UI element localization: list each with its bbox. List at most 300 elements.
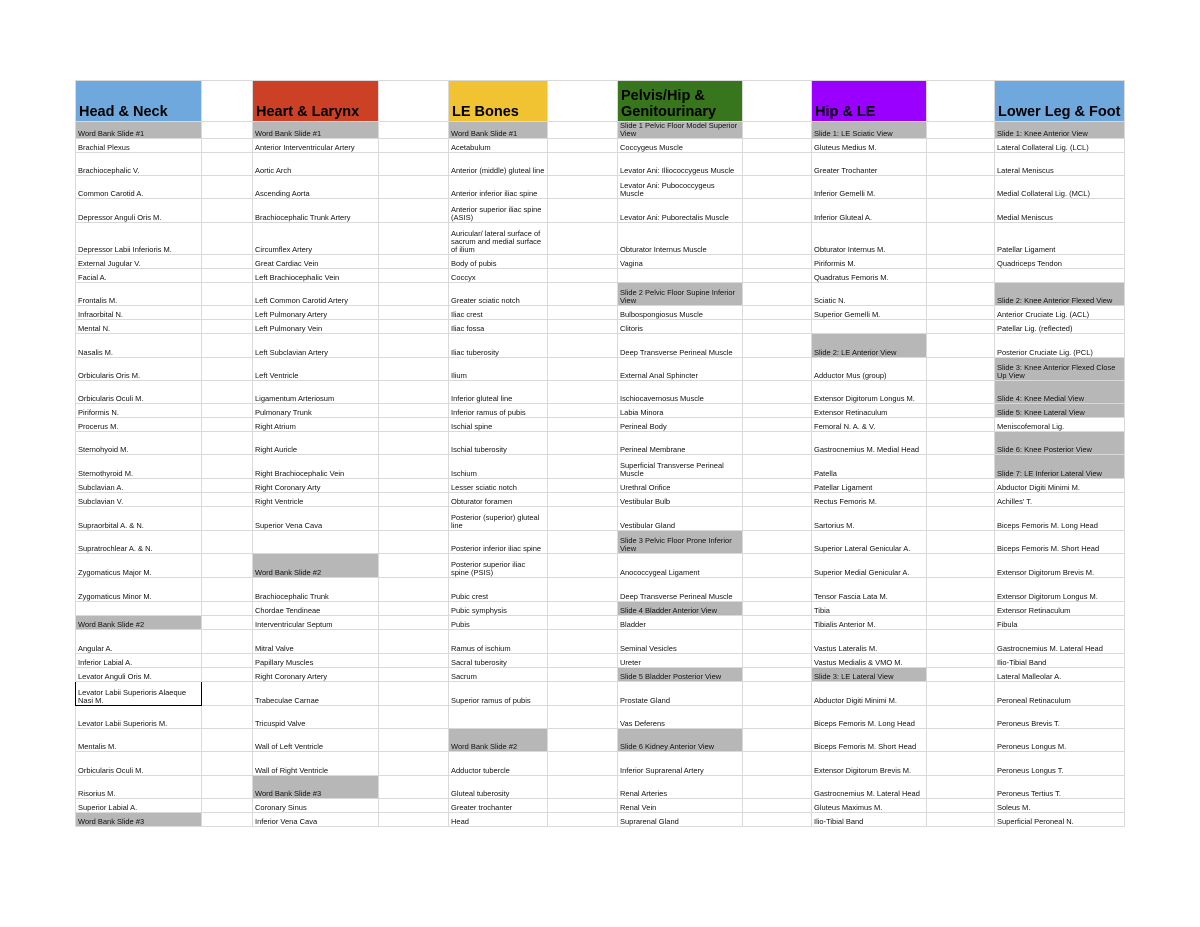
table-cell[interactable]: Ureter	[618, 654, 743, 668]
table-cell[interactable]: Slide 7: LE Inferior Lateral View	[995, 455, 1125, 479]
spacer-cell[interactable]	[548, 531, 618, 554]
table-cell[interactable]: Word Bank Slide #1	[449, 122, 548, 139]
spacer-cell[interactable]	[202, 418, 253, 432]
spacer-cell[interactable]	[548, 199, 618, 223]
spacer-cell[interactable]	[379, 334, 449, 358]
spacer-cell[interactable]	[927, 479, 995, 493]
table-cell[interactable]: Sternohyoid M.	[76, 432, 202, 455]
spacer-cell[interactable]	[927, 255, 995, 269]
table-cell[interactable]: Iliac tuberosity	[449, 334, 548, 358]
table-cell[interactable]: Gastrocnemius M. Medial Head	[812, 432, 927, 455]
table-cell[interactable]: Perineal Membrane	[618, 432, 743, 455]
table-cell[interactable]: Facial A.	[76, 269, 202, 283]
spacer-cell[interactable]	[202, 81, 253, 122]
spacer-cell[interactable]	[927, 418, 995, 432]
spacer-cell[interactable]	[927, 381, 995, 404]
spacer-cell[interactable]	[202, 729, 253, 752]
spacer-cell[interactable]	[202, 176, 253, 199]
spacer-cell[interactable]	[548, 668, 618, 682]
table-cell[interactable]: Slide 3: LE Lateral View	[812, 668, 927, 682]
table-cell[interactable]: Inferior gluteal line	[449, 381, 548, 404]
table-cell[interactable]: Bulbospongiosus Muscle	[618, 306, 743, 320]
table-cell[interactable]: Brachial Plexus	[76, 139, 202, 153]
spacer-cell[interactable]	[548, 404, 618, 418]
spacer-cell[interactable]	[927, 269, 995, 283]
table-cell[interactable]: Slide 4 Bladder Anterior View	[618, 602, 743, 616]
table-cell[interactable]: Procerus M.	[76, 418, 202, 432]
spacer-cell[interactable]	[927, 320, 995, 334]
spacer-cell[interactable]	[202, 283, 253, 306]
table-cell[interactable]: Ischium	[449, 455, 548, 479]
spacer-cell[interactable]	[548, 139, 618, 153]
spacer-cell[interactable]	[927, 554, 995, 578]
table-cell[interactable]: Sacral tuberosity	[449, 654, 548, 668]
table-cell[interactable]: Biceps Femoris M. Long Head	[995, 507, 1125, 531]
spacer-cell[interactable]	[379, 668, 449, 682]
table-cell[interactable]: Deep Transverse Perineal Muscle	[618, 578, 743, 602]
spacer-cell[interactable]	[743, 139, 812, 153]
spacer-cell[interactable]	[202, 381, 253, 404]
spacer-cell[interactable]	[379, 799, 449, 813]
spacer-cell[interactable]	[927, 578, 995, 602]
table-cell[interactable]: Quadriceps Tendon	[995, 255, 1125, 269]
table-cell[interactable]: Ischiocavernosus Muscle	[618, 381, 743, 404]
spacer-cell[interactable]	[379, 602, 449, 616]
table-cell[interactable]: Inferior ramus of pubis	[449, 404, 548, 418]
table-cell[interactable]: Posterior superior iliac spine (PSIS)	[449, 554, 548, 578]
spacer-cell[interactable]	[927, 139, 995, 153]
spacer-cell[interactable]	[379, 320, 449, 334]
table-cell[interactable]: Superior Labial A.	[76, 799, 202, 813]
spacer-cell[interactable]	[379, 432, 449, 455]
table-cell[interactable]: Adductor Mus (group)	[812, 358, 927, 381]
spacer-cell[interactable]	[927, 706, 995, 729]
table-cell[interactable]: Circumflex Artery	[253, 223, 379, 255]
spacer-cell[interactable]	[202, 630, 253, 654]
table-cell[interactable]: Meniscofemoral Lig.	[995, 418, 1125, 432]
table-cell[interactable]: Renal Vein	[618, 799, 743, 813]
table-cell[interactable]: Body of pubis	[449, 255, 548, 269]
spacer-cell[interactable]	[548, 602, 618, 616]
table-cell[interactable]: Acetabulum	[449, 139, 548, 153]
spacer-cell[interactable]	[379, 81, 449, 122]
spacer-cell[interactable]	[202, 531, 253, 554]
table-cell[interactable]: Femoral N. A. & V.	[812, 418, 927, 432]
table-cell[interactable]: Aortic Arch	[253, 153, 379, 176]
spacer-cell[interactable]	[743, 729, 812, 752]
spacer-cell[interactable]	[743, 799, 812, 813]
spacer-cell[interactable]	[548, 578, 618, 602]
table-cell[interactable]: Lateral Collateral Lig. (LCL)	[995, 139, 1125, 153]
table-cell[interactable]: Orbicularis Oculi M.	[76, 752, 202, 776]
spacer-cell[interactable]	[202, 554, 253, 578]
spacer-cell[interactable]	[379, 358, 449, 381]
table-cell[interactable]: Orbicularis Oculi M.	[76, 381, 202, 404]
spacer-cell[interactable]	[202, 706, 253, 729]
table-cell[interactable]: Greater Trochanter	[812, 153, 927, 176]
table-cell[interactable]: Gluteus Medius M.	[812, 139, 927, 153]
table-cell[interactable]: Word Bank Slide #2	[76, 616, 202, 630]
spacer-cell[interactable]	[548, 799, 618, 813]
spacer-cell[interactable]	[548, 752, 618, 776]
table-cell[interactable]: Pubic symphysis	[449, 602, 548, 616]
table-cell[interactable]: Inferior Gluteal A.	[812, 199, 927, 223]
table-cell[interactable]: Slide 5: Knee Lateral View	[995, 404, 1125, 418]
spacer-cell[interactable]	[927, 630, 995, 654]
table-cell[interactable]: Orbicularis Oris M.	[76, 358, 202, 381]
table-cell[interactable]: Levator Labii Superioris M.	[76, 706, 202, 729]
spacer-cell[interactable]	[548, 283, 618, 306]
table-cell[interactable]: Slide 1 Pelvic Floor Model Superior View	[618, 122, 743, 139]
table-cell[interactable]: Anterior inferior iliac spine	[449, 176, 548, 199]
spacer-cell[interactable]	[743, 334, 812, 358]
spacer-cell[interactable]	[202, 479, 253, 493]
table-cell[interactable]: Zygomaticus Major M.	[76, 554, 202, 578]
spacer-cell[interactable]	[202, 358, 253, 381]
table-cell[interactable]: Anococcygeal Ligament	[618, 554, 743, 578]
spacer-cell[interactable]	[927, 616, 995, 630]
table-cell[interactable]: Infraorbital N.	[76, 306, 202, 320]
table-cell[interactable]: Fibula	[995, 616, 1125, 630]
table-cell[interactable]: Right Auricle	[253, 432, 379, 455]
header-heart-larynx[interactable]: Heart & Larynx	[253, 81, 379, 122]
spacer-cell[interactable]	[202, 752, 253, 776]
table-cell[interactable]: Patella	[812, 455, 927, 479]
table-cell[interactable]: Peroneus Brevis T.	[995, 706, 1125, 729]
table-cell[interactable]: Ascending Aorta	[253, 176, 379, 199]
table-cell[interactable]: Mitral Valve	[253, 630, 379, 654]
spacer-cell[interactable]	[927, 455, 995, 479]
table-cell[interactable]: Slide 4: Knee Medial View	[995, 381, 1125, 404]
spacer-cell[interactable]	[743, 616, 812, 630]
table-cell[interactable]: Depressor Labii Inferioris M.	[76, 223, 202, 255]
table-cell[interactable]: Right Coronary Artery	[253, 668, 379, 682]
spacer-cell[interactable]	[379, 269, 449, 283]
table-cell[interactable]: Slide 3 Pelvic Floor Prone Inferior View	[618, 531, 743, 554]
table-cell[interactable]: Iliac fossa	[449, 320, 548, 334]
spacer-cell[interactable]	[379, 479, 449, 493]
spacer-cell[interactable]	[202, 404, 253, 418]
spacer-cell[interactable]	[379, 404, 449, 418]
spacer-cell[interactable]	[548, 153, 618, 176]
spacer-cell[interactable]	[548, 813, 618, 827]
header-head-neck[interactable]: Head & Neck	[76, 81, 202, 122]
table-cell[interactable]: Sciatic N.	[812, 283, 927, 306]
spacer-cell[interactable]	[548, 381, 618, 404]
table-cell[interactable]: Wall of Left Ventricle	[253, 729, 379, 752]
spacer-cell[interactable]	[379, 682, 449, 706]
table-cell[interactable]: Word Bank Slide #2	[253, 554, 379, 578]
spacer-cell[interactable]	[927, 507, 995, 531]
table-cell[interactable]: Slide 3: Knee Anterior Flexed Close Up View	[995, 358, 1125, 381]
table-cell[interactable]: External Anal Sphincter	[618, 358, 743, 381]
spacer-cell[interactable]	[548, 255, 618, 269]
spacer-cell[interactable]	[927, 729, 995, 752]
table-cell[interactable]: Wall of Right Ventricle	[253, 752, 379, 776]
table-cell[interactable]: Slide 6: Knee Posterior View	[995, 432, 1125, 455]
table-cell[interactable]: Superior Medial Genicular A.	[812, 554, 927, 578]
table-cell[interactable]: Right Brachiocephalic Vein	[253, 455, 379, 479]
spacer-cell[interactable]	[379, 176, 449, 199]
table-cell[interactable]: Levator Ani: Illiococcygeus Muscle	[618, 153, 743, 176]
table-cell[interactable]: Peroneus Longus M.	[995, 729, 1125, 752]
table-cell[interactable]: Subclavian V.	[76, 493, 202, 507]
spacer-cell[interactable]	[927, 776, 995, 799]
table-cell[interactable]: Sternothyroid M.	[76, 455, 202, 479]
table-cell[interactable]: Word Bank Slide #1	[253, 122, 379, 139]
table-cell[interactable]: Word Bank Slide #3	[76, 813, 202, 827]
table-cell[interactable]: Ilio-Tibial Band	[812, 813, 927, 827]
table-cell[interactable]: Prostate Gland	[618, 682, 743, 706]
spacer-cell[interactable]	[548, 269, 618, 283]
table-cell[interactable]: Patellar Lig. (reflected)	[995, 320, 1125, 334]
table-cell[interactable]: Vastus Lateralis M.	[812, 630, 927, 654]
table-cell[interactable]: Inferior Gemelli M.	[812, 176, 927, 199]
spacer-cell[interactable]	[202, 602, 253, 616]
spacer-cell[interactable]	[548, 320, 618, 334]
spacer-cell[interactable]	[743, 682, 812, 706]
spacer-cell[interactable]	[379, 199, 449, 223]
table-cell[interactable]: Levator Ani: Pubococcygeus Muscle	[618, 176, 743, 199]
spacer-cell[interactable]	[202, 654, 253, 668]
table-cell[interactable]: Quadratus Femoris M.	[812, 269, 927, 283]
table-cell[interactable]: Posterior inferior iliac spine	[449, 531, 548, 554]
table-cell[interactable]: Depressor Anguli Oris M.	[76, 199, 202, 223]
table-cell[interactable]: Left Subclavian Artery	[253, 334, 379, 358]
table-cell[interactable]: Slide 1: Knee Anterior View	[995, 122, 1125, 139]
table-cell[interactable]: Levator Ani: Puborectalis Muscle	[618, 199, 743, 223]
table-cell[interactable]: Superior Lateral Genicular A.	[812, 531, 927, 554]
table-cell[interactable]: Coronary Sinus	[253, 799, 379, 813]
spacer-cell[interactable]	[548, 776, 618, 799]
table-cell[interactable]: Nasalis M.	[76, 334, 202, 358]
spacer-cell[interactable]	[379, 122, 449, 139]
table-cell[interactable]: Seminal Vesicles	[618, 630, 743, 654]
table-cell[interactable]: Angular A.	[76, 630, 202, 654]
table-cell[interactable]: Slide 1: LE Sciatic View	[812, 122, 927, 139]
spacer-cell[interactable]	[743, 432, 812, 455]
spacer-cell[interactable]	[927, 799, 995, 813]
table-cell[interactable]: Head	[449, 813, 548, 827]
spacer-cell[interactable]	[548, 630, 618, 654]
spacer-cell[interactable]	[379, 752, 449, 776]
table-cell[interactable]: Superior Vena Cava	[253, 507, 379, 531]
spacer-cell[interactable]	[743, 630, 812, 654]
table-cell[interactable]: Brachiocephalic Trunk Artery	[253, 199, 379, 223]
table-cell[interactable]: Vas Deferens	[618, 706, 743, 729]
spacer-cell[interactable]	[743, 199, 812, 223]
table-cell[interactable]: Levator Labii Superioris Alaeque Nasi M.	[76, 682, 202, 706]
table-cell[interactable]: Anterior Cruciate Lig. (ACL)	[995, 306, 1125, 320]
spacer-cell[interactable]	[548, 654, 618, 668]
spacer-cell[interactable]	[927, 223, 995, 255]
spacer-cell[interactable]	[202, 507, 253, 531]
table-cell[interactable]: Tibialis Anterior M.	[812, 616, 927, 630]
table-cell[interactable]: Patellar Ligament	[812, 479, 927, 493]
table-cell[interactable]: Anterior Interventricular Artery	[253, 139, 379, 153]
table-cell[interactable]: Peroneus Tertius T.	[995, 776, 1125, 799]
spacer-cell[interactable]	[548, 334, 618, 358]
table-cell[interactable]: Lateral Malleolar A.	[995, 668, 1125, 682]
table-cell[interactable]: Biceps Femoris M. Short Head	[995, 531, 1125, 554]
spacer-cell[interactable]	[927, 602, 995, 616]
spacer-cell[interactable]	[202, 668, 253, 682]
spacer-cell[interactable]	[379, 654, 449, 668]
table-cell[interactable]: Common Carotid A.	[76, 176, 202, 199]
table-cell[interactable]: Left Pulmonary Artery	[253, 306, 379, 320]
table-cell[interactable]: Extensor Retinaculum	[995, 602, 1125, 616]
table-cell[interactable]: Superior Gemelli M.	[812, 306, 927, 320]
table-cell[interactable]: Frontalis M.	[76, 283, 202, 306]
spacer-cell[interactable]	[202, 223, 253, 255]
table-cell[interactable]: Biceps Femoris M. Long Head	[812, 706, 927, 729]
table-cell[interactable]: Bladder	[618, 616, 743, 630]
table-cell[interactable]: Coccyx	[449, 269, 548, 283]
table-cell[interactable]: Ligamentum Arteriosum	[253, 381, 379, 404]
spacer-cell[interactable]	[927, 306, 995, 320]
table-cell[interactable]: Word Bank Slide #2	[449, 729, 548, 752]
table-cell[interactable]: Left Brachiocephalic Vein	[253, 269, 379, 283]
spacer-cell[interactable]	[548, 729, 618, 752]
spacer-cell[interactable]	[202, 139, 253, 153]
table-cell[interactable]	[618, 269, 743, 283]
table-cell[interactable]: Sacrum	[449, 668, 548, 682]
spacer-cell[interactable]	[548, 418, 618, 432]
table-cell[interactable]: Extensor Digitorum Brevis M.	[812, 752, 927, 776]
table-cell[interactable]: External Jugular V.	[76, 255, 202, 269]
table-cell[interactable]: Risorius M.	[76, 776, 202, 799]
table-cell[interactable]: Slide 2: Knee Anterior Flexed View	[995, 283, 1125, 306]
table-cell[interactable]: Great Cardiac Vein	[253, 255, 379, 269]
table-cell[interactable]: Gastrocnemius M. Lateral Head	[812, 776, 927, 799]
spacer-cell[interactable]	[743, 255, 812, 269]
table-cell[interactable]: Tricuspid Valve	[253, 706, 379, 729]
table-cell[interactable]: Gluteal tuberosity	[449, 776, 548, 799]
spacer-cell[interactable]	[202, 493, 253, 507]
spacer-cell[interactable]	[379, 283, 449, 306]
spacer-cell[interactable]	[743, 602, 812, 616]
table-cell[interactable]: Labia Minora	[618, 404, 743, 418]
spacer-cell[interactable]	[548, 455, 618, 479]
table-cell[interactable]: Renal Arteries	[618, 776, 743, 799]
table-cell[interactable]	[253, 531, 379, 554]
table-cell[interactable]: Extensor Digitorum Longus M.	[995, 578, 1125, 602]
spacer-cell[interactable]	[927, 682, 995, 706]
table-cell[interactable]: Ischial spine	[449, 418, 548, 432]
spacer-cell[interactable]	[548, 479, 618, 493]
table-cell[interactable]: Obturator foramen	[449, 493, 548, 507]
spacer-cell[interactable]	[202, 799, 253, 813]
table-cell[interactable]: Chordae Tendineae	[253, 602, 379, 616]
spacer-cell[interactable]	[379, 729, 449, 752]
table-cell[interactable]: Clitoris	[618, 320, 743, 334]
spacer-cell[interactable]	[202, 269, 253, 283]
table-cell[interactable]: Vagina	[618, 255, 743, 269]
table-cell[interactable]: Brachiocephalic Trunk	[253, 578, 379, 602]
table-cell[interactable]: Ischial tuberosity	[449, 432, 548, 455]
spacer-cell[interactable]	[927, 199, 995, 223]
spacer-cell[interactable]	[927, 813, 995, 827]
spacer-cell[interactable]	[743, 306, 812, 320]
table-cell[interactable]: Adductor tubercle	[449, 752, 548, 776]
spacer-cell[interactable]	[548, 554, 618, 578]
spacer-cell[interactable]	[743, 776, 812, 799]
spacer-cell[interactable]	[743, 813, 812, 827]
spacer-cell[interactable]	[379, 507, 449, 531]
table-cell[interactable]: Superior ramus of pubis	[449, 682, 548, 706]
table-cell[interactable]: Interventricular Septum	[253, 616, 379, 630]
spacer-cell[interactable]	[202, 682, 253, 706]
table-cell[interactable]: Vestibular Gland	[618, 507, 743, 531]
table-cell[interactable]: Achilles' T.	[995, 493, 1125, 507]
spacer-cell[interactable]	[379, 255, 449, 269]
header-le-bones[interactable]: LE Bones	[449, 81, 548, 122]
table-cell[interactable]: Biceps Femoris M. Short Head	[812, 729, 927, 752]
table-cell[interactable]: Greater trochanter	[449, 799, 548, 813]
table-cell[interactable]: Slide 2: LE Anterior View	[812, 334, 927, 358]
spacer-cell[interactable]	[379, 813, 449, 827]
header-hip-le[interactable]: Hip & LE	[812, 81, 927, 122]
spacer-cell[interactable]	[379, 381, 449, 404]
spacer-cell[interactable]	[927, 404, 995, 418]
table-cell[interactable]: Soleus M.	[995, 799, 1125, 813]
table-cell[interactable]	[812, 320, 927, 334]
spacer-cell[interactable]	[743, 358, 812, 381]
table-cell[interactable]: Posterior Cruciate Lig. (PCL)	[995, 334, 1125, 358]
spacer-cell[interactable]	[927, 531, 995, 554]
table-cell[interactable]: Word Bank Slide #3	[253, 776, 379, 799]
spacer-cell[interactable]	[927, 654, 995, 668]
table-cell[interactable]: Vestibular Bulb	[618, 493, 743, 507]
spacer-cell[interactable]	[202, 455, 253, 479]
spacer-cell[interactable]	[548, 122, 618, 139]
table-cell[interactable]	[76, 602, 202, 616]
table-cell[interactable]: Slide 2 Pelvic Floor Supine Inferior View	[618, 283, 743, 306]
spacer-cell[interactable]	[927, 493, 995, 507]
spacer-cell[interactable]	[548, 358, 618, 381]
table-cell[interactable]: Rectus Femoris M.	[812, 493, 927, 507]
table-cell[interactable]: Vastus Medialis & VMO M.	[812, 654, 927, 668]
spacer-cell[interactable]	[202, 199, 253, 223]
table-cell[interactable]: Superficial Peroneal N.	[995, 813, 1125, 827]
table-cell[interactable]: Ilium	[449, 358, 548, 381]
table-cell[interactable]: Coccygeus Muscle	[618, 139, 743, 153]
table-cell[interactable]: Iliac crest	[449, 306, 548, 320]
spacer-cell[interactable]	[379, 531, 449, 554]
table-cell[interactable]: Word Bank Slide #1	[76, 122, 202, 139]
spacer-cell[interactable]	[379, 139, 449, 153]
spacer-cell[interactable]	[202, 432, 253, 455]
spacer-cell[interactable]	[743, 706, 812, 729]
table-cell[interactable]: Superficial Transverse Perineal Muscle	[618, 455, 743, 479]
spacer-cell[interactable]	[743, 654, 812, 668]
spacer-cell[interactable]	[379, 223, 449, 255]
table-cell[interactable]: Patellar Ligament	[995, 223, 1125, 255]
spacer-cell[interactable]	[743, 455, 812, 479]
table-cell[interactable]: Left Ventricle	[253, 358, 379, 381]
spacer-cell[interactable]	[379, 706, 449, 729]
header-lower-leg-foot[interactable]: Lower Leg & Foot	[995, 81, 1125, 122]
spacer-cell[interactable]	[202, 578, 253, 602]
spacer-cell[interactable]	[927, 122, 995, 139]
spacer-cell[interactable]	[202, 255, 253, 269]
spacer-cell[interactable]	[548, 706, 618, 729]
spacer-cell[interactable]	[202, 776, 253, 799]
spacer-cell[interactable]	[743, 381, 812, 404]
table-cell[interactable]: Levator Anguli Oris M.	[76, 668, 202, 682]
table-cell[interactable]: Extensor Digitorum Longus M.	[812, 381, 927, 404]
table-cell[interactable]: Perineal Body	[618, 418, 743, 432]
